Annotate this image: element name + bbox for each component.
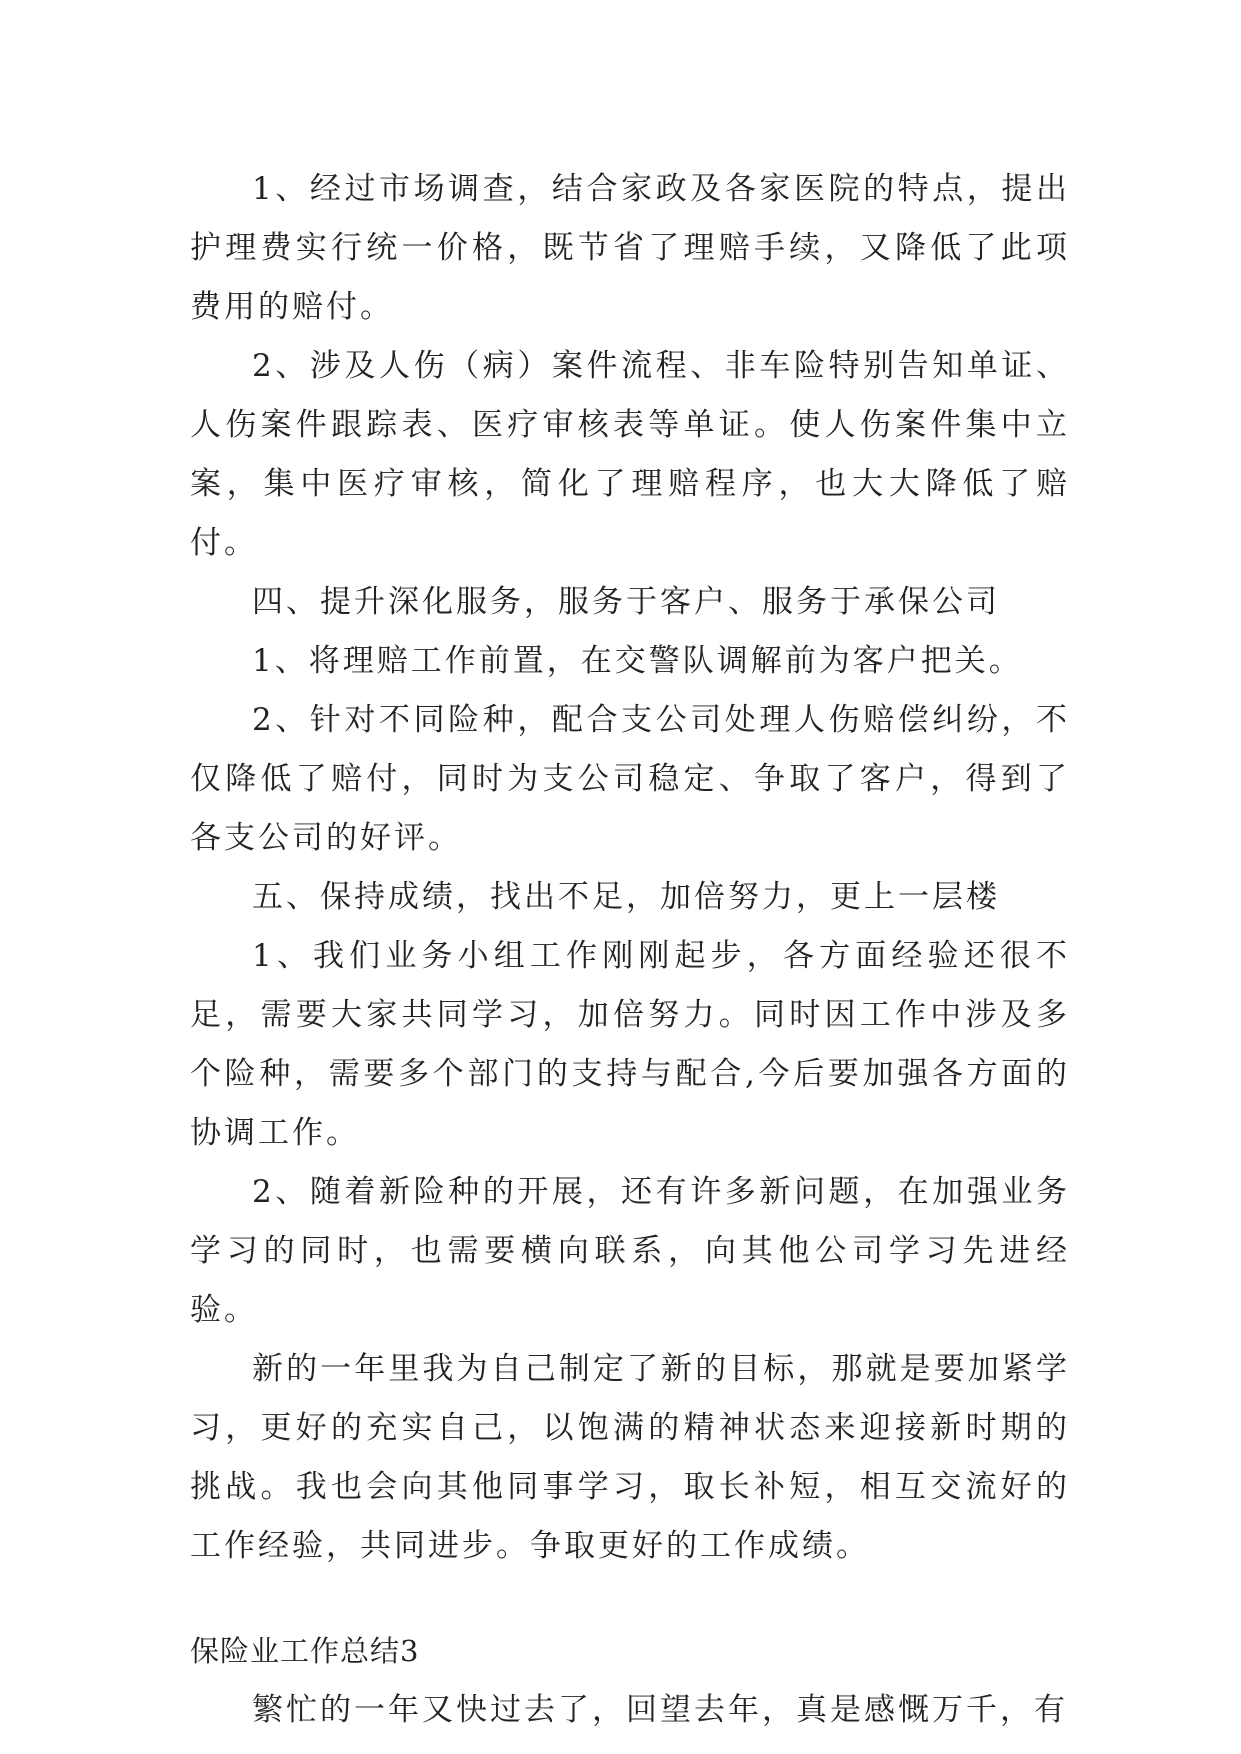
paragraph: 2、涉及人伤（病）案件流程、非车险特别告知单证、人伤案件跟踪表、医疗审核表等单证。使人伤案件集中立案，集中医疗审核，简化了理赔程序，也大大降低了赔付。: [190, 348, 1070, 561]
section-heading: 五、保持成绩，找出不足，加倍努力，更上一层楼: [252, 879, 1000, 915]
paragraph: 1、将理赔工作前置，在交警队调解前为客户把关。: [252, 643, 1023, 679]
paragraph: 1、经过市场调查，结合家政及各家医院的特点，提出护理费实行统一价格，既节省了理赔手续，又降低了此项费用的赔付。: [190, 171, 1070, 325]
paragraph: 繁忙的一年又快过去了，回望去年，真是感慨万千，有: [252, 1692, 1068, 1728]
document-title: 保险业工作总结3: [190, 1634, 420, 1668]
paragraph: 新的一年里我为自己制定了新的目标，那就是要加紧学习，更好的充实自己，以饱满的精神状态来迎接新时期的挑战。我也会向其他同事学习，取长补短，相互交流好的工作经验，共同进步。争取更好的工作成绩。: [190, 1351, 1070, 1564]
paragraph: 2、随着新险种的开展，还有许多新问题，在加强业务学习的同时，也需要横向联系，向其他公司学习先进经验。: [190, 1174, 1070, 1328]
document-page: [190, 160, 1070, 1740]
section-heading: 四、提升深化服务，服务于客户、服务于承保公司: [252, 584, 1000, 620]
paragraph: 1、我们业务小组工作刚刚起步，各方面经验还很不足，需要大家共同学习，加倍努力。同时因工作中涉及多个险种，需要多个部门的支持与配合,今后要加强各方面的协调工作。: [190, 938, 1070, 1151]
paragraph: 2、针对不同险种，配合支公司处理人伤赔偿纠纷，不仅降低了赔付，同时为支公司稳定、争取了客户，得到了各支公司的好评。: [190, 702, 1070, 856]
